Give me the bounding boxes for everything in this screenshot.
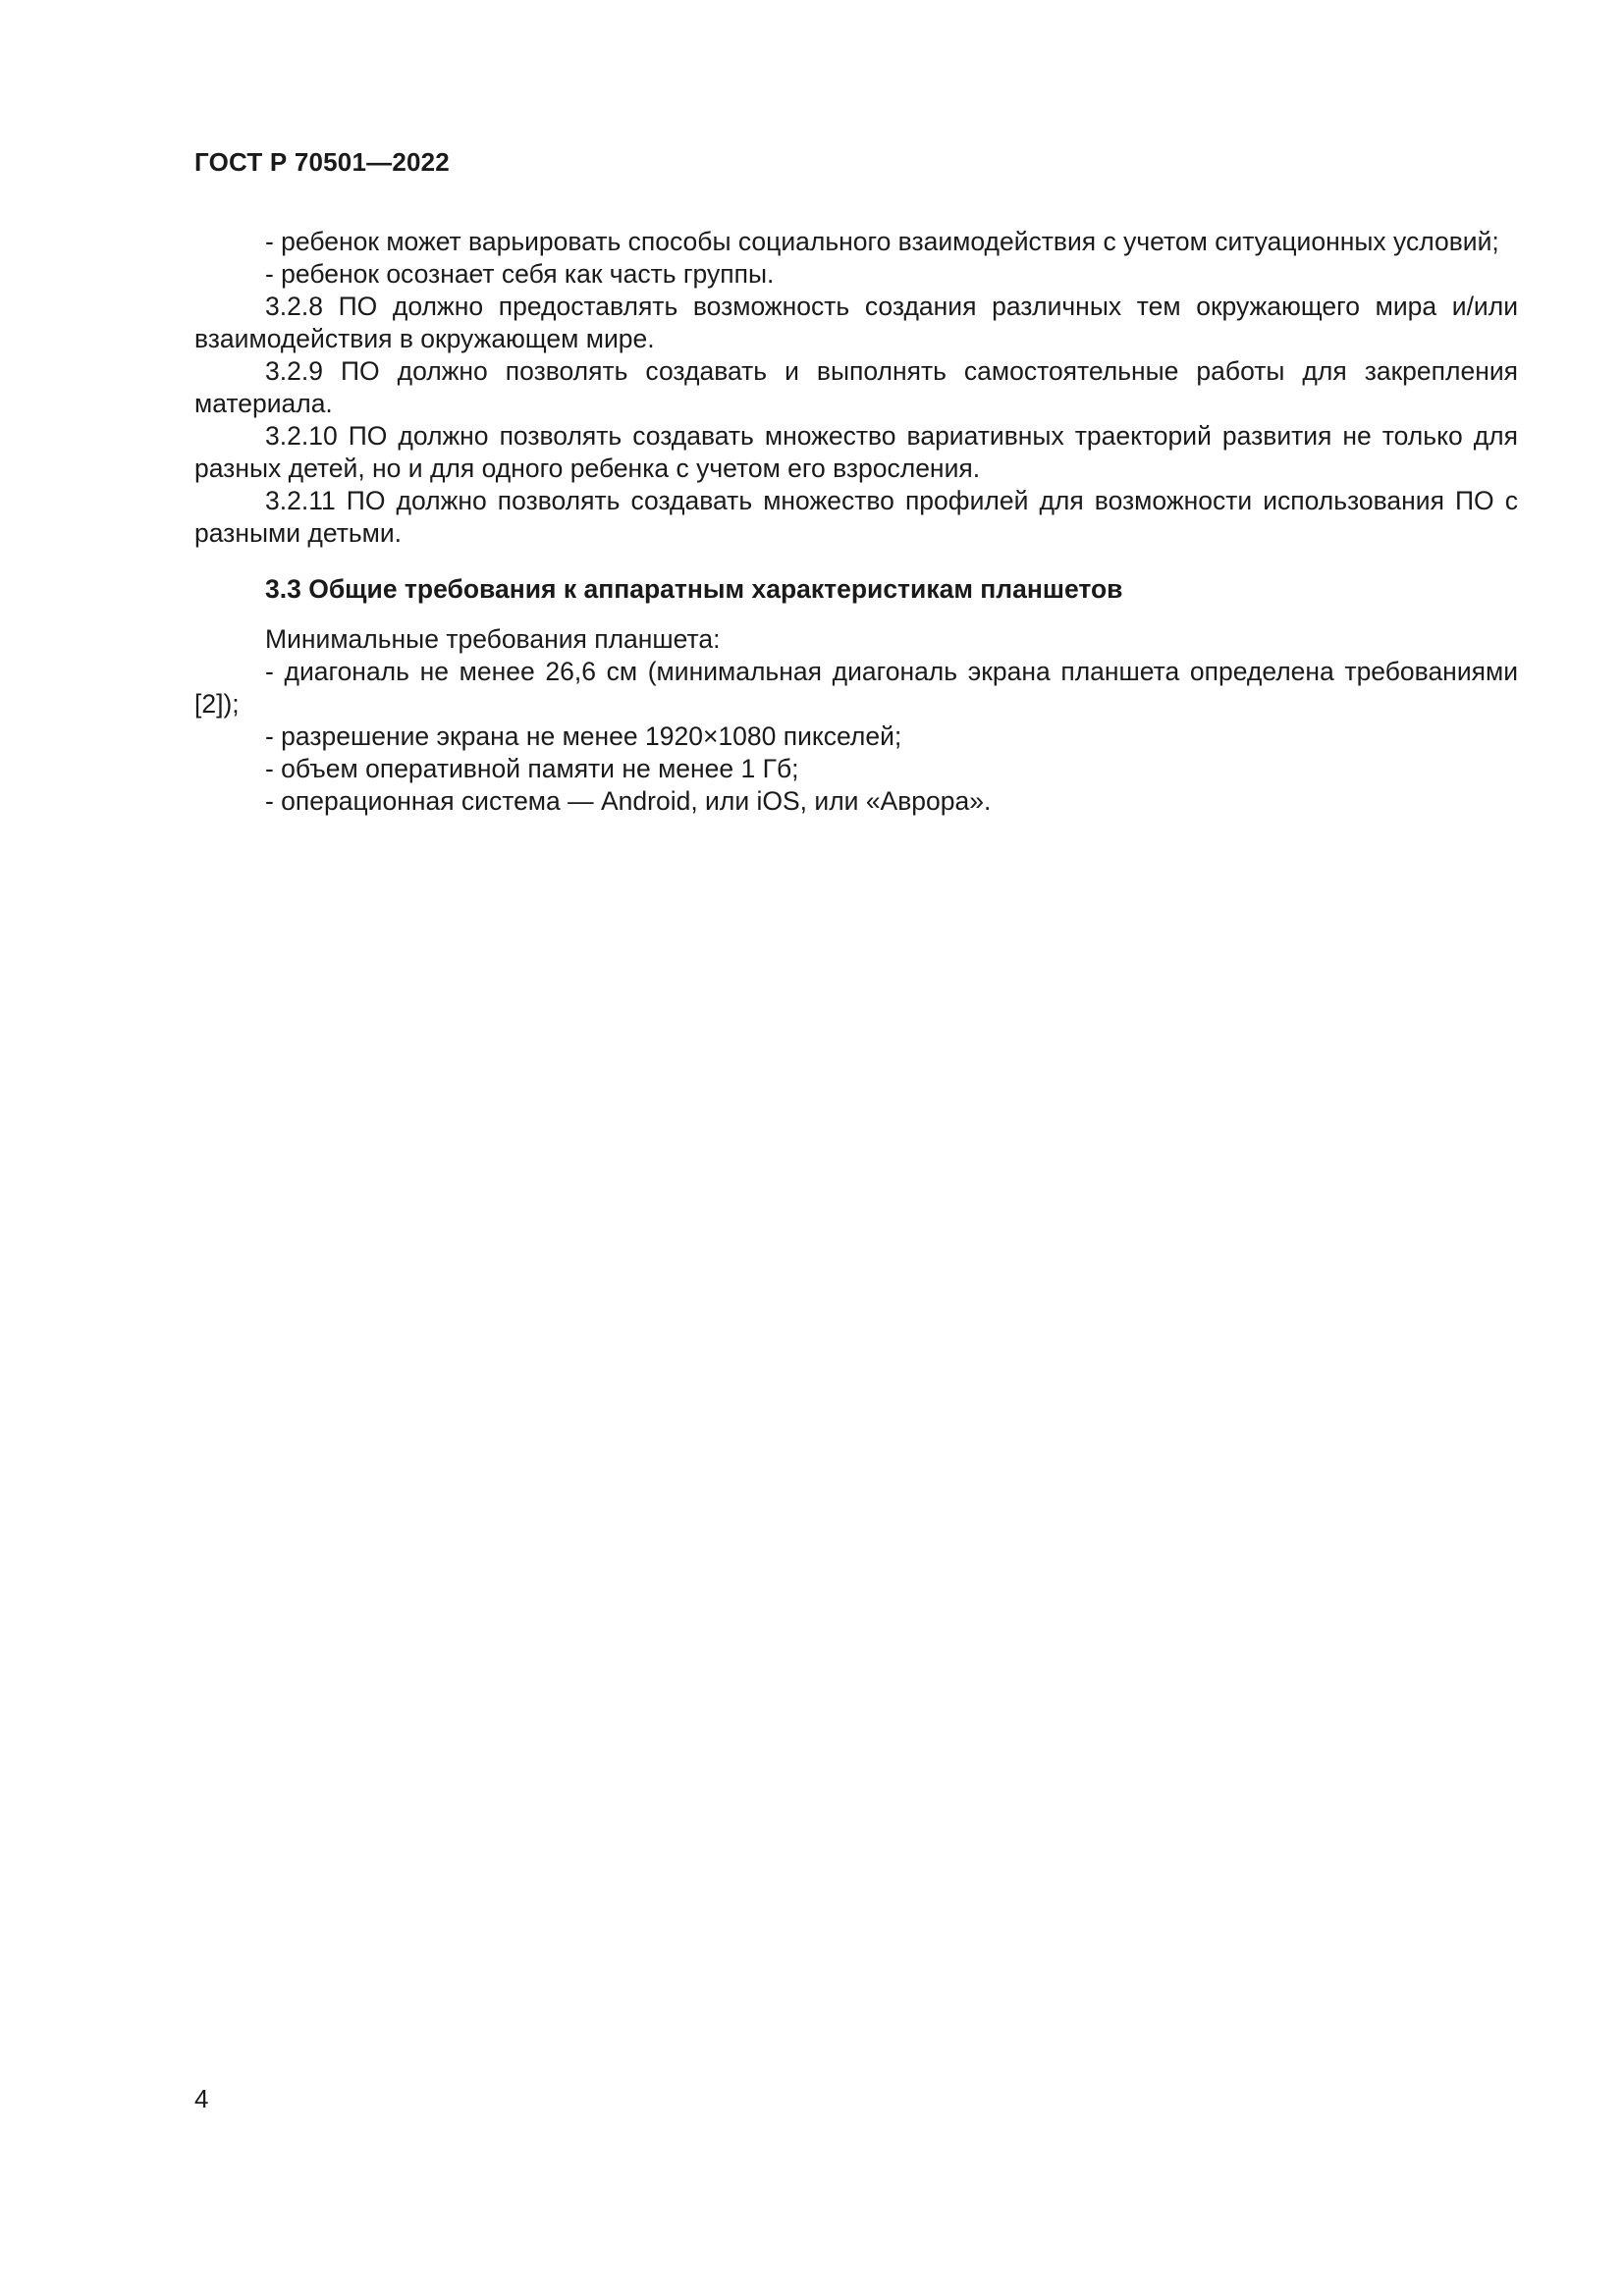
- requirement-os: - операционная система — Android, или iOS, или «Аврора».: [265, 786, 992, 816]
- requirement-resolution: - разрешение экрана не менее 1920×1080 пикселей;: [265, 721, 902, 751]
- list-item-social-interaction: - ребенок может варьировать способы социального взаимодействия с учетом ситуационных условий;: [265, 227, 1499, 256]
- document-header: ГОСТ Р 70501—2022: [194, 147, 450, 177]
- requirements-intro: Минимальные требования планшета:: [265, 624, 721, 654]
- clause-3-2-11: 3.2.11 ПО должно позволять создавать множество профилей для возможности использования ПО с разными детьми.: [194, 486, 1518, 548]
- requirement-ram: - объем оперативной памяти не менее 1 Гб;: [265, 754, 799, 783]
- clause-3-2-10: 3.2.10 ПО должно позволять создавать множество вариативных траекторий развития не только для разных детей, но и для одного ребенка с учетом его взросления.: [194, 421, 1518, 483]
- requirement-diagonal: - диагональ не менее 26,6 см (минимальная диагональ экрана планшета определена требованиями [2]);: [194, 657, 1518, 719]
- page-number: 4: [194, 2084, 209, 2113]
- list-item-group-awareness: - ребенок осознает себя как часть группы.: [265, 259, 775, 289]
- clause-3-2-9: 3.2.9 ПО должно позволять создавать и выполнять самостоятельные работы для закрепления материала.: [194, 356, 1518, 418]
- section-heading-3-3: 3.3 Общие требования к аппаратным характеристикам планшетов: [265, 574, 1123, 604]
- clause-3-2-8: 3.2.8 ПО должно предоставлять возможность создания различных тем окружающего мира и/или взаимодействия в окружающем мире.: [194, 292, 1518, 353]
- document-body: [194, 226, 1518, 818]
